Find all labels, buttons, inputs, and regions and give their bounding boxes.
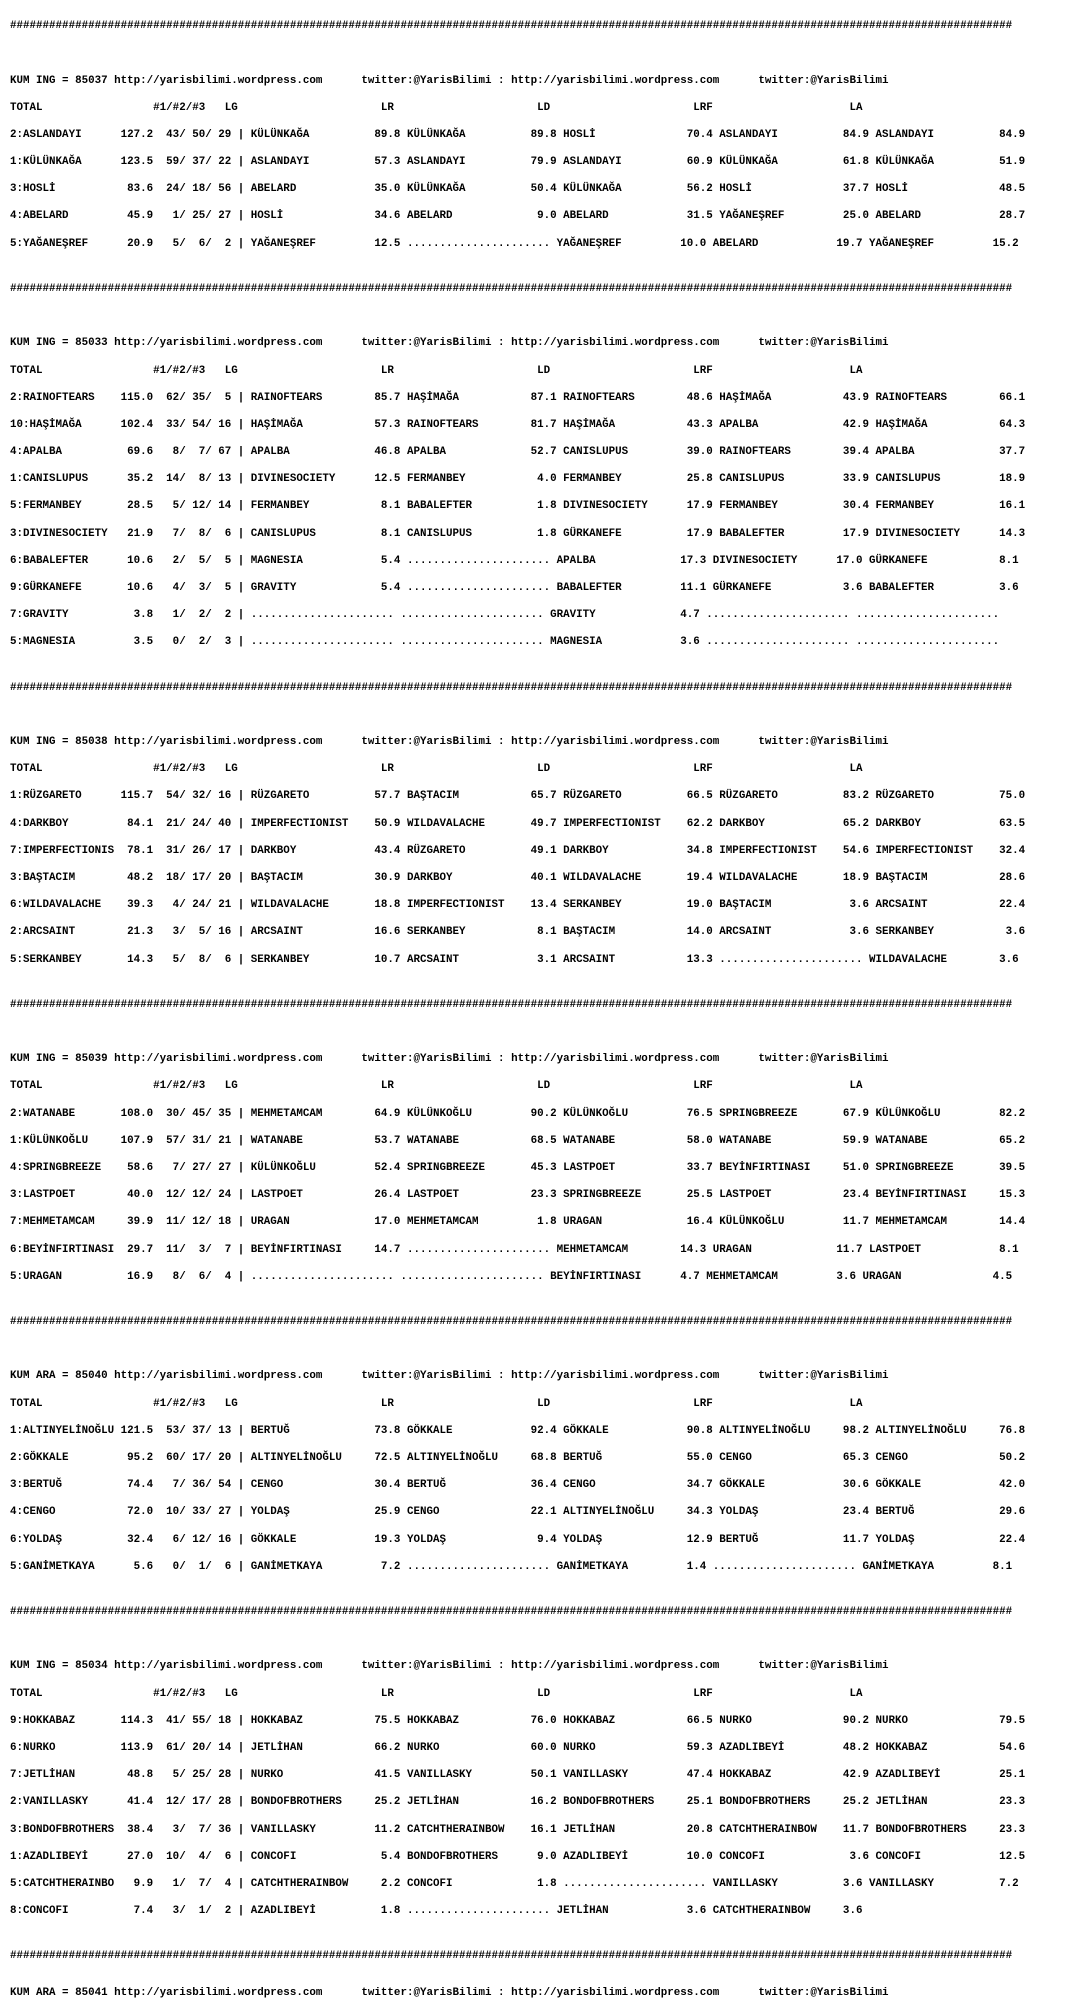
- result-row: 9:GÜRKANEFE 10.6 4/ 3/ 5 | GRAVITY 5.4 ...................... BABALEFTER 11.1 GÜRKANEFE 3.6 BABALEFTER 3.6: [10, 582, 1019, 594]
- result-row: 6:NURKO 113.9 61/ 20/ 14 | JETLİHAN 66.2 NURKO 60.0 NURKO 59.3 AZADLIBEYİ 48.2 HOKKABAZ 54.6: [10, 1742, 1026, 1754]
- result-row: 8:CONCOFI 7.4 3/ 1/ 2 | AZADLIBEYİ 1.8 ...................... JETLİHAN 3.6 CATCHTHERAINBOW 3.6: [10, 1905, 863, 1918]
- race-section: [10, 1354, 1077, 1590]
- result-row: 5:FERMANBEY 28.5 5/ 12/ 14 | FERMANBEY 8.1 BABALEFTER 1.8 DIVINESOCIETY 17.9 FERMANBEY 30.4 FERMANBEY 16.1: [10, 500, 1026, 513]
- column-header: TOTAL #1/#2/#3 LG LR LD LRF LA: [10, 101, 863, 114]
- result-row: 3:BERTUĞ 74.4 7/ 36/ 54 | CENGO 30.4 BERTUĞ 36.4 CENGO 34.7 GÖKKALE 30.6 GÖKKALE 42.0: [10, 1479, 1026, 1492]
- race-header: KUM ING = 85033 http://yarisbilimi.wordpress.com twitter:@YarisBilimi : http://yarisbilimi.wordpress.com twitter:@YarisBilimi: [10, 337, 889, 350]
- result-row: 10:HAŞİMAĞA 102.4 33/ 54/ 16 | HAŞİMAĞA 57.3 RAINOFTEARS 81.7 HAŞİMAĞA 43.3 APALBA 42.9 HAŞİMAĞA 64.3: [10, 418, 1026, 431]
- result-row: 3:HOSLİ 83.6 24/ 18/ 56 | ABELARD 35.0 KÜLÜNKAĞA 50.4 KÜLÜNKAĞA 56.2 HOSLİ 37.7 HOSLİ 48.5: [10, 183, 1026, 196]
- column-header: TOTAL #1/#2/#3 LG LR LD LRF LA: [10, 763, 863, 776]
- result-row: 6:YOLDAŞ 32.4 6/ 12/ 16 | GÖKKALE 19.3 YOLDAŞ 9.4 YOLDAŞ 12.9 BERTUĞ 11.7 YOLDAŞ 22.4: [10, 1533, 1026, 1546]
- separator-line: ##########################################################################################################################################################: [10, 998, 1013, 1011]
- column-header: TOTAL #1/#2/#3 LG LR LD LRF LA: [10, 1397, 863, 1410]
- race-section: [10, 321, 1077, 665]
- result-row: 5:GANİMETKAYA 5.6 0/ 1/ 6 | GANİMETKAYA 7.2 ...................... GANİMETKAYA 1.4 ...................... GANİMETKAYA 8.1: [10, 1560, 1013, 1573]
- result-row: 2:VANILLASKY 41.4 12/ 17/ 28 | BONDOFBROTHERS 25.2 JETLİHAN 16.2 BONDOFBROTHERS 25.1 BONDOFBROTHERS 25.2 JETLİHAN 23.3: [10, 1796, 1026, 1809]
- column-header: TOTAL #1/#2/#3 LG LR LD LRF LA: [10, 1687, 863, 1700]
- result-row: 5:URAGAN 16.9 8/ 6/ 4 | ...................... ...................... BEYİNFIRTINASI 4.7 MEHMETAMCAM 3.6 URAGAN 4.5: [10, 1270, 1013, 1283]
- race-section: [10, 58, 1077, 266]
- column-header: TOTAL #1/#2/#3 LG LR LD LRF LA: [10, 1080, 863, 1093]
- result-row: 1:KÜLÜNKOĞLU 107.9 57/ 31/ 21 | WATANABE 53.7 WATANABE 68.5 WATANABE 58.0 WATANABE 59.9 WATANABE 65.2: [10, 1134, 1026, 1147]
- result-row: 5:CATCHTHERAINBO 9.9 1/ 7/ 4 | CATCHTHERAINBOW 2.2 CONCOFI 1.8 ...................... VANILLASKY 3.6 VANILLASKY 7.2: [10, 1877, 1019, 1890]
- result-row: 6:BABALEFTER 10.6 2/ 5/ 5 | MAGNESIA 5.4 ...................... APALBA 17.3 DIVINESOCIETY 17.0 GÜRKANEFE 8.1: [10, 554, 1019, 567]
- race-section: [10, 720, 1077, 983]
- separator-line: ##########################################################################################################################################################: [10, 1316, 1013, 1329]
- race-header: KUM ARA = 85041 http://yarisbilimi.wordpress.com twitter:@YarisBilimi : http://yarisbilimi.wordpress.com twitter:@YarisBilimi: [10, 1986, 889, 1999]
- result-row: 4:APALBA 69.6 8/ 7/ 67 | APALBA 46.8 APALBA 52.7 CANISLUPUS 39.0 RAINOFTEARS 39.4 APALBA 37.7: [10, 446, 1026, 459]
- result-row: 1:CANISLUPUS 35.2 14/ 8/ 13 | DIVINESOCIETY 12.5 FERMANBEY 4.0 FERMANBEY 25.8 CANISLUPUS 33.9 CANISLUPUS 18.9: [10, 473, 1026, 486]
- result-row: 7:GRAVITY 3.8 1/ 2/ 2 | ...................... ...................... GRAVITY 4.7 ...................... ......................: [10, 609, 1000, 622]
- result-row: 4:CENGO 72.0 10/ 33/ 27 | YOLDAŞ 25.9 CENGO 22.1 ALTINYELİNOĞLU 34.3 YOLDAŞ 23.4 BERTUĞ 29.6: [10, 1506, 1026, 1519]
- result-row: 3:BONDOFBROTHERS 38.4 3/ 7/ 36 | VANILLASKY 11.2 CATCHTHERAINBOW 16.1 JETLİHAN 20.8 CATCHTHERAINBOW 11.7 BONDOFBROTHERS 23.3: [10, 1823, 1026, 1836]
- result-row: 5:SERKANBEY 14.3 5/ 8/ 6 | SERKANBEY 10.7 ARCSAINT 3.1 ARCSAINT 13.3 ...................... WILDAVALACHE 3.6: [10, 953, 1019, 966]
- result-row: 2:ASLANDAYI 127.2 43/ 50/ 29 | KÜLÜNKAĞA 89.8 KÜLÜNKAĞA 89.8 HOSLİ 70.4 ASLANDAYI 84.9 ASLANDAYI 84.9: [10, 128, 1026, 141]
- result-row: 1:ALTINYELİNOĞLU 121.5 53/ 37/ 13 | BERTUĞ 73.8 GÖKKALE 92.4 GÖKKALE 90.8 ALTINYELİNOĞLU 98.2 ALTINYELİNOĞLU 76.8: [10, 1424, 1026, 1437]
- result-row: 2:GÖKKALE 95.2 60/ 17/ 20 | ALTINYELİNOĞLU 72.5 ALTINYELİNOĞLU 68.8 BERTUĞ 55.0 CENGO 65.3 CENGO 50.2: [10, 1452, 1026, 1464]
- result-row: 1:RÜZGARETO 115.7 54/ 32/ 16 | RÜZGARETO 57.7 BAŞTACIM 65.7 RÜZGARETO 66.5 RÜZGARETO 83.2 RÜZGARETO 75.0: [10, 790, 1026, 803]
- result-row: 9:HOKKABAZ 114.3 41/ 55/ 18 | HOKKABAZ 75.5 HOKKABAZ 76.0 HOKKABAZ 66.5 NURKO 90.2 NURKO 79.5: [10, 1714, 1026, 1727]
- result-row: 2:RAINOFTEARS 115.0 62/ 35/ 5 | RAINOFTEARS 85.7 HAŞİMAĞA 87.1 RAINOFTEARS 48.6 HAŞİMAĞA 43.9 RAINOFTEARS 66.1: [10, 391, 1026, 404]
- race-header: KUM ING = 85038 http://yarisbilimi.wordpress.com twitter:@YarisBilimi : http://yarisbilimi.wordpress.com twitter:@YarisBilimi: [10, 736, 889, 749]
- result-row: 2:WATANABE 108.0 30/ 45/ 35 | MEHMETAMCAM 64.9 KÜLÜNKOĞLU 90.2 KÜLÜNKOĞLU 76.5 SPRINGBREEZE 67.9 KÜLÜNKOĞLU 82.2: [10, 1107, 1026, 1120]
- result-row: 6:WILDAVALACHE 39.3 4/ 24/ 21 | WILDAVALACHE 18.8 IMPERFECTIONIST 13.4 SERKANBEY 19.0 BAŞTACIM 3.6 ARCSAINT 22.4: [10, 899, 1026, 912]
- result-row: 3:LASTPOET 40.0 12/ 12/ 24 | LASTPOET 26.4 LASTPOET 23.3 SPRINGBREEZE 25.5 LASTPOET 23.4 BEYİNFIRTINASI 15.3: [10, 1189, 1026, 1202]
- result-row: 5:YAĞANEŞREF 20.9 5/ 6/ 2 | YAĞANEŞREF 12.5 ...................... YAĞANEŞREF 10.0 ABELARD 19.7 YAĞANEŞREF 15.2: [10, 237, 1019, 250]
- result-row: 7:IMPERFECTIONIS 78.1 31/ 26/ 17 | DARKBOY 43.4 RÜZGARETO 49.1 DARKBOY 34.8 IMPERFECTIONIST 54.6 IMPERFECTIONIST 32.4: [10, 844, 1026, 857]
- race-header: KUM ING = 85034 http://yarisbilimi.wordpress.com twitter:@YarisBilimi : http://yarisbilimi.wordpress.com twitter:@YarisBilimi: [10, 1660, 889, 1673]
- separator-line: ##########################################################################################################################################################: [10, 1950, 1013, 1963]
- result-row: 1:KÜLÜNKAĞA 123.5 59/ 37/ 22 | ASLANDAYI 57.3 ASLANDAYI 79.9 ASLANDAYI 60.9 KÜLÜNKAĞA 61.8 KÜLÜNKAĞA 51.9: [10, 156, 1026, 169]
- column-header: TOTAL #1/#2/#3 LG LR LD LRF LA: [10, 364, 863, 377]
- result-row: 3:DIVINESOCIETY 21.9 7/ 8/ 6 | CANISLUPUS 8.1 CANISLUPUS 1.8 GÜRKANEFE 17.9 BABALEFTER 17.9 DIVINESOCIETY 14.3: [10, 527, 1026, 540]
- result-row: 1:AZADLIBEYİ 27.0 10/ 4/ 6 | CONCOFI 5.4 BONDOFBROTHERS 9.0 AZADLIBEYİ 10.0 CONCOFI 3.6 CONCOFI 12.5: [10, 1850, 1026, 1863]
- separator-line: ##########################################################################################################################################################: [10, 20, 1013, 33]
- separator-line: ##########################################################################################################################################################: [10, 282, 1013, 295]
- result-row: 5:MAGNESIA 3.5 0/ 2/ 3 | ...................... ...................... MAGNESIA 3.6 ...................... ......................: [10, 636, 1000, 649]
- separator-line: ##########################################################################################################################################################: [10, 681, 1013, 694]
- race-header: KUM ARA = 85040 http://yarisbilimi.wordpress.com twitter:@YarisBilimi : http://yarisbilimi.wordpress.com twitter:@YarisBilimi: [10, 1370, 889, 1383]
- result-row: 2:ARCSAINT 21.3 3/ 5/ 16 | ARCSAINT 16.6 SERKANBEY 8.1 BAŞTACIM 14.0 ARCSAINT 3.6 SERKANBEY 3.6: [10, 926, 1026, 939]
- race-header: KUM ING = 85037 http://yarisbilimi.wordpress.com twitter:@YarisBilimi : http://yarisbilimi.wordpress.com twitter:@YarisBilimi: [10, 74, 889, 87]
- result-row: 3:BAŞTACIM 48.2 18/ 17/ 20 | BAŞTACIM 30.9 DARKBOY 40.1 WILDAVALACHE 19.4 WILDAVALACHE 18.9 BAŞTACIM 28.6: [10, 872, 1026, 884]
- separator-line: ##########################################################################################################################################################: [10, 1606, 1013, 1619]
- result-row: 7:MEHMETAMCAM 39.9 11/ 12/ 18 | URAGAN 17.0 MEHMETAMCAM 1.8 URAGAN 16.4 KÜLÜNKOĞLU 11.7 MEHMETAMCAM 14.4: [10, 1216, 1026, 1229]
- result-row: 6:BEYİNFIRTINASI 29.7 11/ 3/ 7 | BEYİNFIRTINASI 14.7 ...................... MEHMETAMCAM 14.3 URAGAN 11.7 LASTPOET 8.1: [10, 1243, 1019, 1256]
- result-row: 4:ABELARD 45.9 1/ 25/ 27 | HOSLİ 34.6 ABELARD 9.0 ABELARD 31.5 YAĞANEŞREF 25.0 ABELARD 28.7: [10, 210, 1026, 223]
- race-section: [10, 1644, 1077, 1934]
- race-section: [10, 1037, 1077, 1300]
- result-row: 7:JETLİHAN 48.8 5/ 25/ 28 | NURKO 41.5 VANILLASKY 50.1 VANILLASKY 47.4 HOKKABAZ 42.9 AZADLIBEYİ 25.1: [10, 1769, 1026, 1782]
- result-row: 4:SPRINGBREEZE 58.6 7/ 27/ 27 | KÜLÜNKOĞLU 52.4 SPRINGBREEZE 45.3 LASTPOET 33.7 BEYİNFIRTINASI 51.0 SPRINGBREEZE 39.5: [10, 1162, 1026, 1174]
- result-row: 4:DARKBOY 84.1 21/ 24/ 40 | IMPERFECTIONIST 50.9 WILDAVALACHE 49.7 IMPERFECTIONIST 62.2 DARKBOY 65.2 DARKBOY 63.5: [10, 817, 1026, 830]
- race-header: KUM ING = 85039 http://yarisbilimi.wordpress.com twitter:@YarisBilimi : http://yarisbilimi.wordpress.com twitter:@YarisBilimi: [10, 1053, 889, 1066]
